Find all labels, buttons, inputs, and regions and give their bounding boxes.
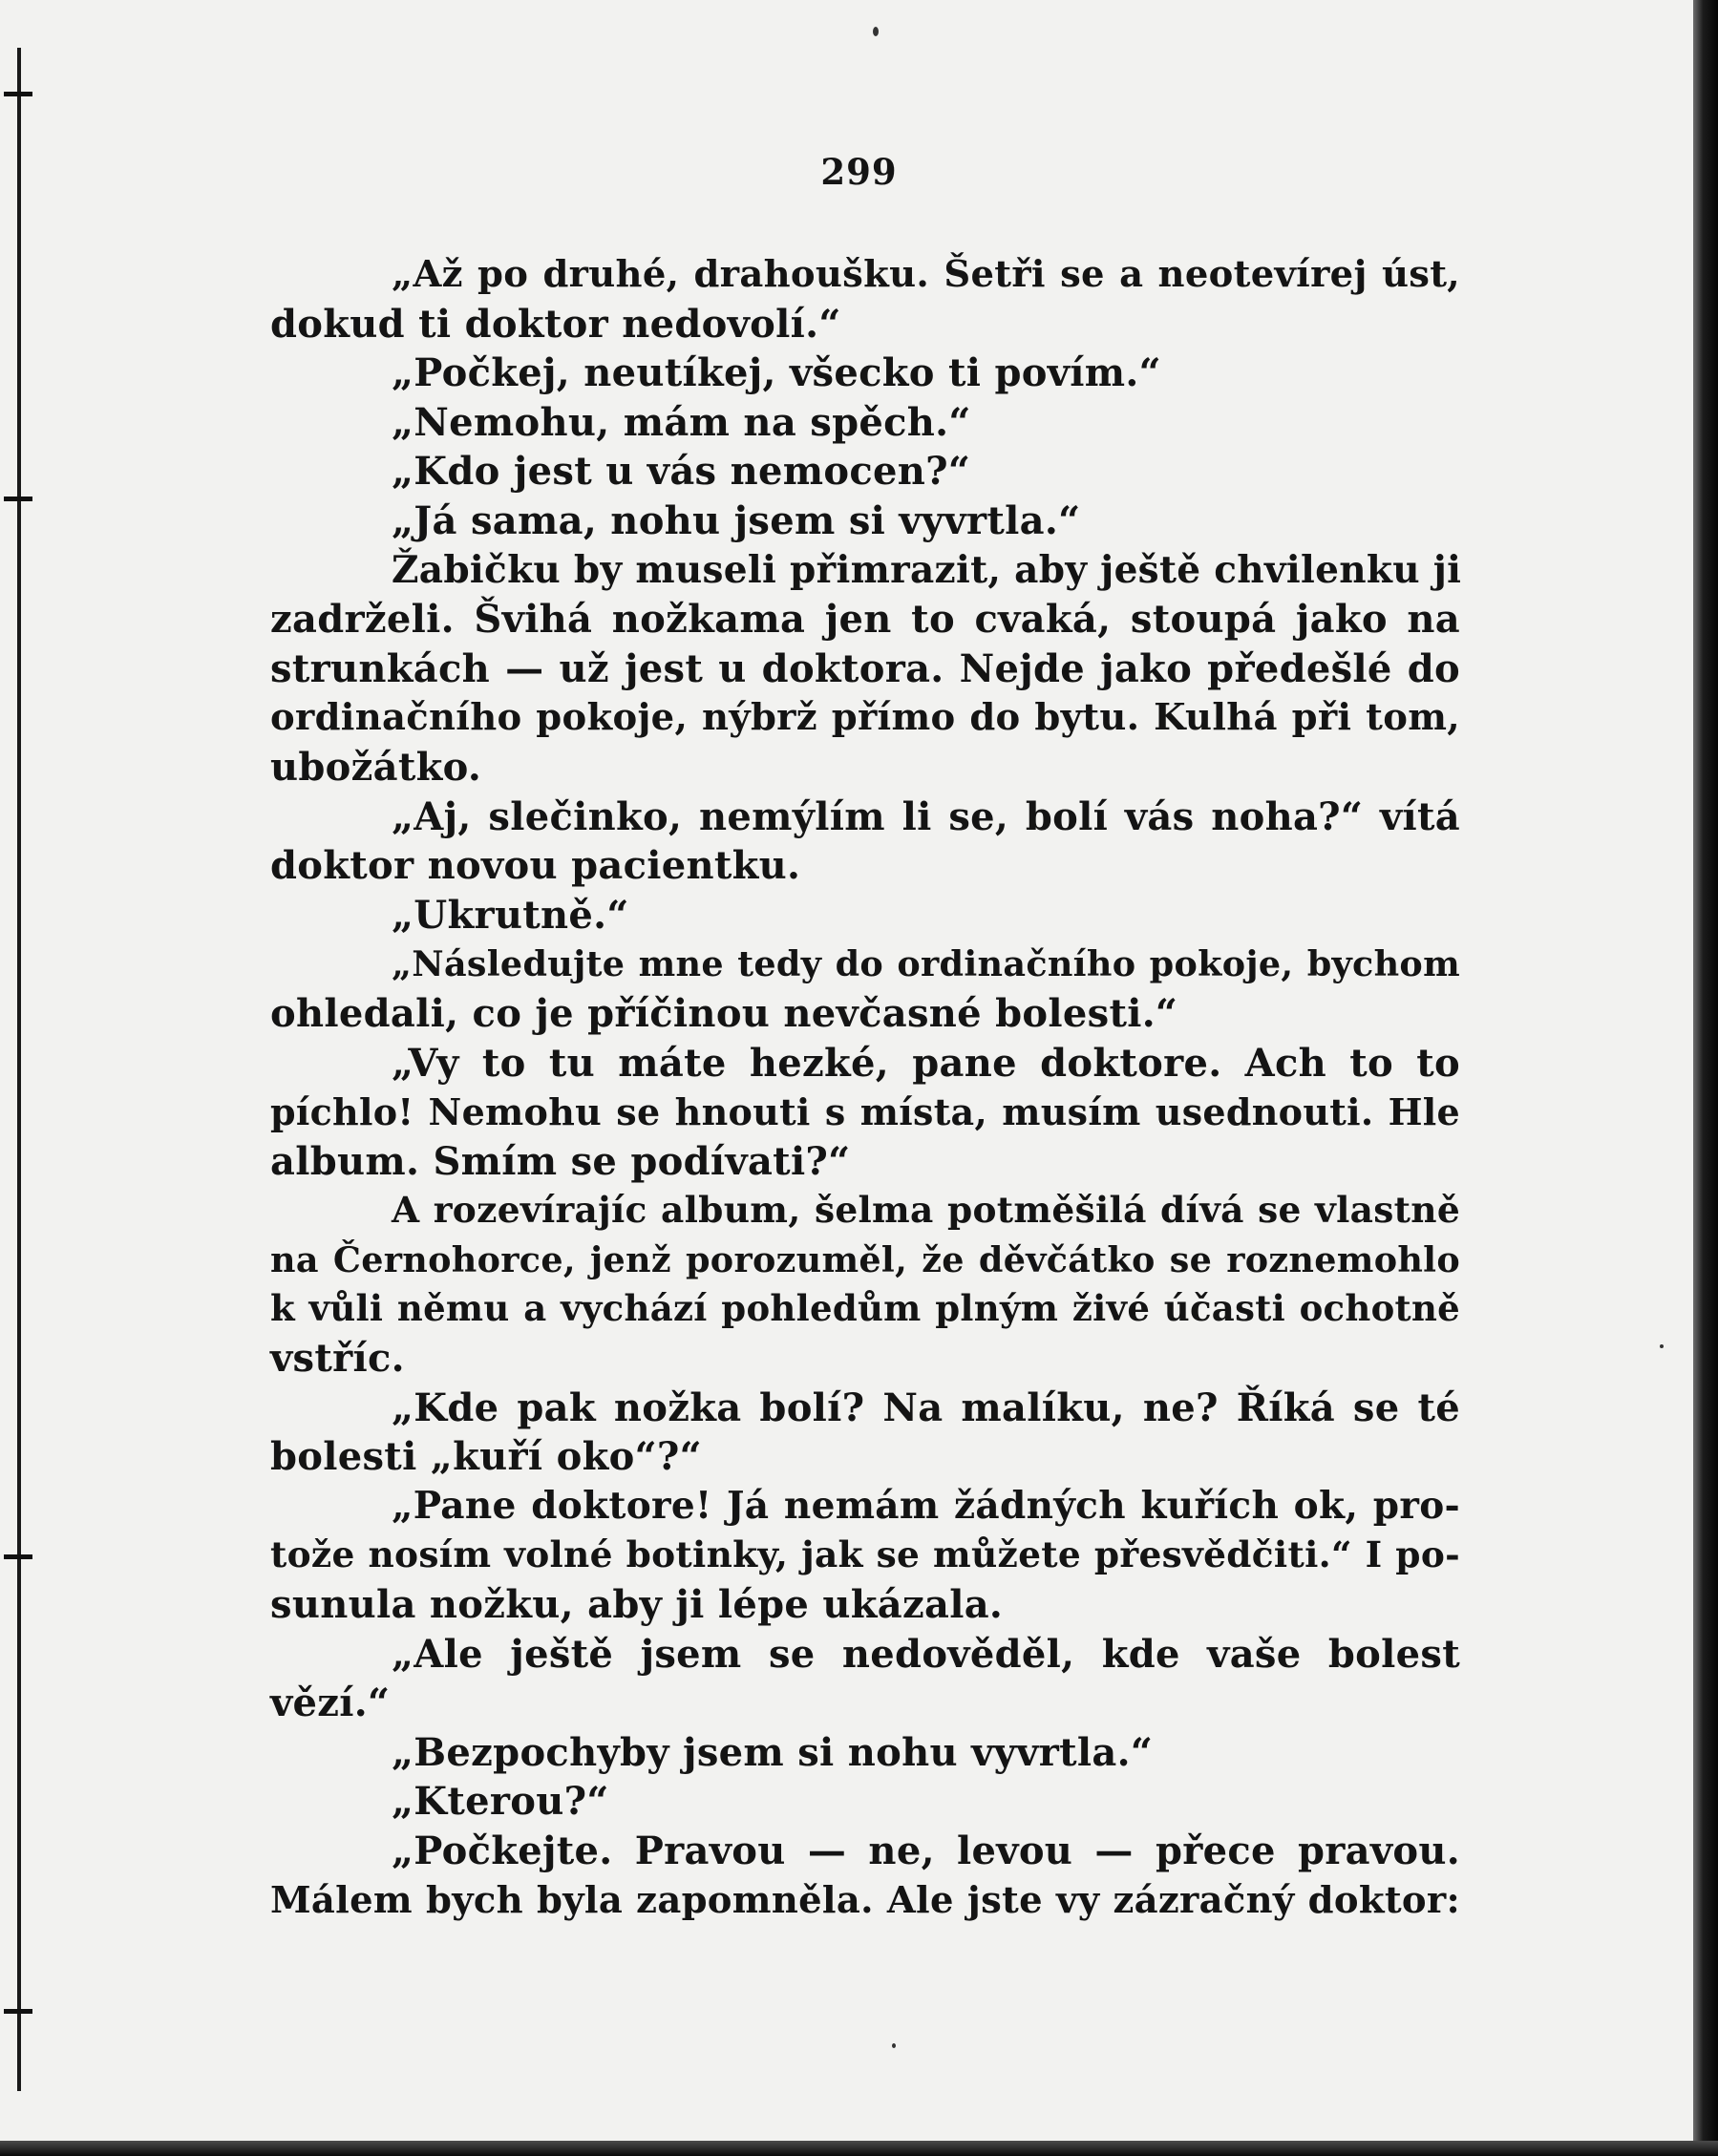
text-line: „Ale ještě jsem se nedověděl, kde vaše bolest [392,1631,1460,1677]
text-line: album. Smím se podívati?“ [270,1138,851,1184]
text-line: „Ukrutně.“ [392,892,629,938]
text-line: sunula nožku, aby ji lépe ukázala. [270,1582,1004,1628]
text-line: strunkách — už jest u doktora. Nejde jako předešlé do [270,645,1460,691]
text-line: „Kde pak nožka bolí? Na malíku, ne? Říká se té [392,1384,1460,1430]
scan-speck [1660,1344,1664,1348]
text-line: k vůli němu a vychází pohledům plným živé účasti ochotně [270,1287,1460,1330]
text-line: „Bezpochyby jsem si nohu vyvrtla.“ [392,1729,1154,1775]
text-line: bolesti „kuří oko“?“ [270,1434,702,1480]
text-line: zadrželi. Švihá nožkama jen to cvaká, stoupá jako na [270,597,1460,643]
text-line: doktor novou pacientku. [270,843,801,889]
text-line: vězí.“ [270,1680,391,1726]
text-line: A rozevírajíc album, šelma potměšilá dívá se vlastně [392,1189,1460,1232]
text-line: Žabičku by museli přimrazit, aby ještě chvilenku ji [392,547,1462,592]
text-line: „Počkejte. Pravou — ne, levou — přece pravou. [392,1828,1460,1873]
text-line: ubožátko. [270,744,482,790]
text-line: „Následujte mne tedy do ordinačního pokoje, bychom [392,943,1460,985]
text-line: Málem bych byla zapomněla. Ale jste vy zázračný doktor: [270,1878,1460,1922]
text-line: „Až po druhé, drahoušku. Šetři se a neotevírej úst, [392,253,1460,296]
binding-mark [4,2009,32,2014]
text-line: „Vy to tu máte hezké, pane doktore. Ach to to [392,1040,1460,1086]
text-line: ohledali, co je příčinou nevčasné bolesti.“ [270,990,1178,1036]
binding-mark [4,1554,32,1559]
page-number: 299 [820,151,898,193]
text-line: „Pane doktore! Já nemám žádných kuřích ok, pro- [392,1483,1460,1528]
body-text [270,250,1460,1925]
text-line: píchlo! Nemohu se hnouti s místa, musím usednouti. Hle [270,1090,1460,1134]
binding-mark [4,497,32,501]
text-line: „Nemohu, mám na spěch.“ [392,399,971,445]
text-line: na Černohorce, jenž porozuměl, že děvčátko se roznemohlo [270,1238,1460,1280]
text-line: „Kterou?“ [392,1779,609,1825]
scan-border-right [1693,0,1718,2156]
text-line: „Počkej, neutíkej, všecko ti povím.“ [392,350,1161,396]
text-line: dokud ti doktor nedovolí.“ [270,301,841,347]
text-line: „Já sama, nohu jsem si vyvrtla.“ [392,497,1081,543]
text-line: vstříc. [270,1336,405,1382]
binding-mark [4,92,32,96]
scan-speck [892,2043,896,2048]
text-line: ordinačního pokoje, nýbrž přímo do bytu. Kulhá při tom, [270,696,1460,740]
scan-speck [873,27,879,36]
binding-edge [17,48,21,2091]
text-line: tože nosím volné botinky, jak se můžete přesvědčiti.“ I po- [270,1533,1460,1576]
scan-border-bottom [0,2141,1718,2156]
text-line: „Aj, slečinko, nemýlím li se, bolí vás noha?“ vítá [392,793,1460,839]
text-line: „Kdo jest u vás nemocen?“ [392,449,971,495]
